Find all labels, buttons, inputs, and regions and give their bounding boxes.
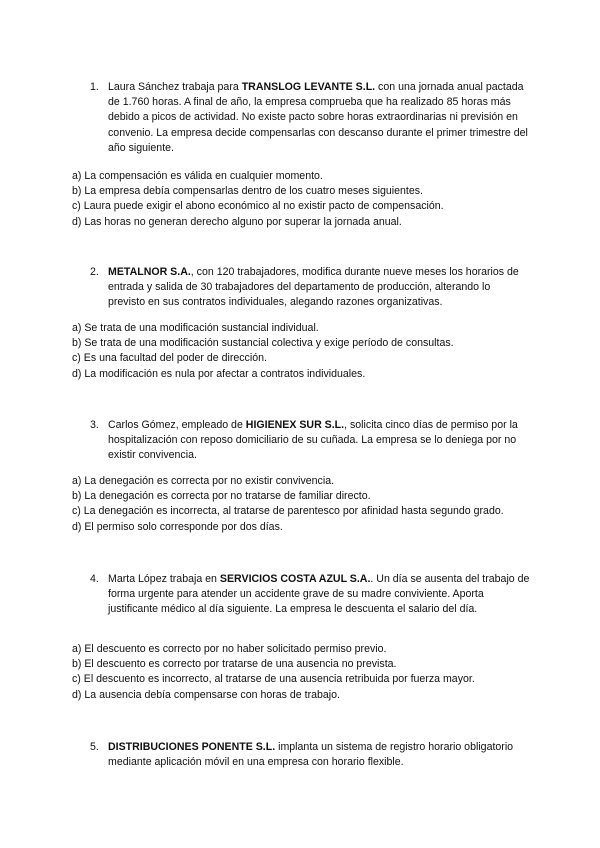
- question-2: [90, 265, 530, 311]
- option-d: d) Las horas no generan derecho alguno por superar la jornada anual.: [72, 215, 402, 228]
- question-statement: [108, 80, 530, 156]
- option-c: c) El descuento es incorrecto, al tratarse de una ausencia retribuida por fuerza mayor.: [72, 673, 475, 686]
- question-number: 5.: [90, 741, 99, 753]
- statement-body: , solicita cinco días de permiso por la hospitalización con reposo domiciliario de su cuñada. La empresa se lo deniega por no existir convivencia.: [108, 419, 518, 462]
- question-statement: [108, 740, 530, 770]
- option-c: c) La denegación es incorrecta, al tratarse de parentesco por afinidad hasta segundo grado.: [72, 505, 504, 518]
- statement-body: con una jornada anual pactada de 1.760 horas. A final de año, la empresa comprueba que ha realizado 85 horas más debido a picos de actividad. No existe pacto sobre horas extraordinarias ni previsión en convenio. La empresa decide compensarlas con descanso durante el primer trimestre del año siguiente.: [108, 81, 528, 154]
- question-number: 1.: [90, 81, 99, 93]
- company-name: TRANSLOG LEVANTE S.L.: [241, 81, 376, 93]
- statement-body: . Un día se ausenta del trabajo de forma urgente para atender un accidente grave de su madre conviviente. Aporta justificante médico al día siguiente. La empresa le descuenta el salario del día.: [108, 573, 530, 616]
- option-a: a) Se trata de una modificación sustancial individual.: [72, 322, 319, 334]
- statement-intro: Marta López trabaja en: [108, 573, 220, 585]
- statement-intro: Laura Sánchez trabaja para: [108, 81, 242, 93]
- question-statement: [108, 572, 530, 618]
- option-d: d) La modificación es nula por afectar a contratos individuales.: [72, 367, 366, 380]
- option-a: a) La denegación es correcta por no existir convivencia.: [72, 475, 335, 487]
- question-statement: [108, 418, 530, 464]
- statement-intro: Carlos Gómez, empleado de: [108, 419, 246, 431]
- question-4: [90, 572, 530, 618]
- statement-body: implanta un sistema de registro horario obligatorio mediante aplicación móvil en una empresa con horario flexible.: [108, 741, 514, 769]
- company-name: HIGIENEX SUR S.L.: [245, 419, 345, 431]
- company-name: SERVICIOS COSTA AZUL S.A.: [219, 573, 371, 585]
- question-number: 4.: [90, 573, 99, 585]
- option-b: b) El descuento es correcto por tratarse de una ausencia no prevista.: [72, 658, 397, 671]
- option-d: d) La ausencia debía compensarse con horas de trabajo.: [72, 688, 340, 701]
- option-c: c) Es una facultad del poder de dirección.: [72, 352, 267, 365]
- question-number: 2.: [90, 266, 99, 278]
- option-b: b) La denegación es correcta por no tratarse de familiar directo.: [72, 490, 371, 503]
- option-b: b) La empresa debía compensarlas dentro de los cuatro meses siguientes.: [72, 185, 423, 198]
- question-3: [90, 418, 530, 464]
- question-1: [90, 80, 530, 156]
- question-4-options: [72, 642, 542, 703]
- question-1-options: [72, 169, 542, 230]
- question-3-options: [72, 474, 542, 535]
- question-statement: [108, 265, 530, 311]
- option-d: d) El permiso solo corresponde por dos días.: [72, 520, 283, 533]
- option-a: a) El descuento es correcto por no haber solicitado permiso previo.: [72, 643, 387, 655]
- question-5: [90, 740, 530, 770]
- option-b: b) Se trata de una modificación sustancial colectiva y exige período de consultas.: [72, 337, 454, 350]
- option-c: c) Laura puede exigir el abono económico al no existir pacto de compensación.: [72, 200, 444, 213]
- statement-body: , con 120 trabajadores, modifica durante nueve meses los horarios de entrada y salida de 30 trabajadores del departamento de producción, alterando lo previsto en sus contratos individuales, alegando razones organizativas.: [108, 266, 519, 309]
- option-a: a) La compensación es válida en cualquier momento.: [72, 170, 323, 182]
- question-number: 3.: [90, 419, 99, 431]
- company-name: METALNOR S.A.: [108, 266, 191, 278]
- company-name: DISTRIBUCIONES PONENTE S.L.: [108, 741, 276, 753]
- question-2-options: [72, 321, 542, 382]
